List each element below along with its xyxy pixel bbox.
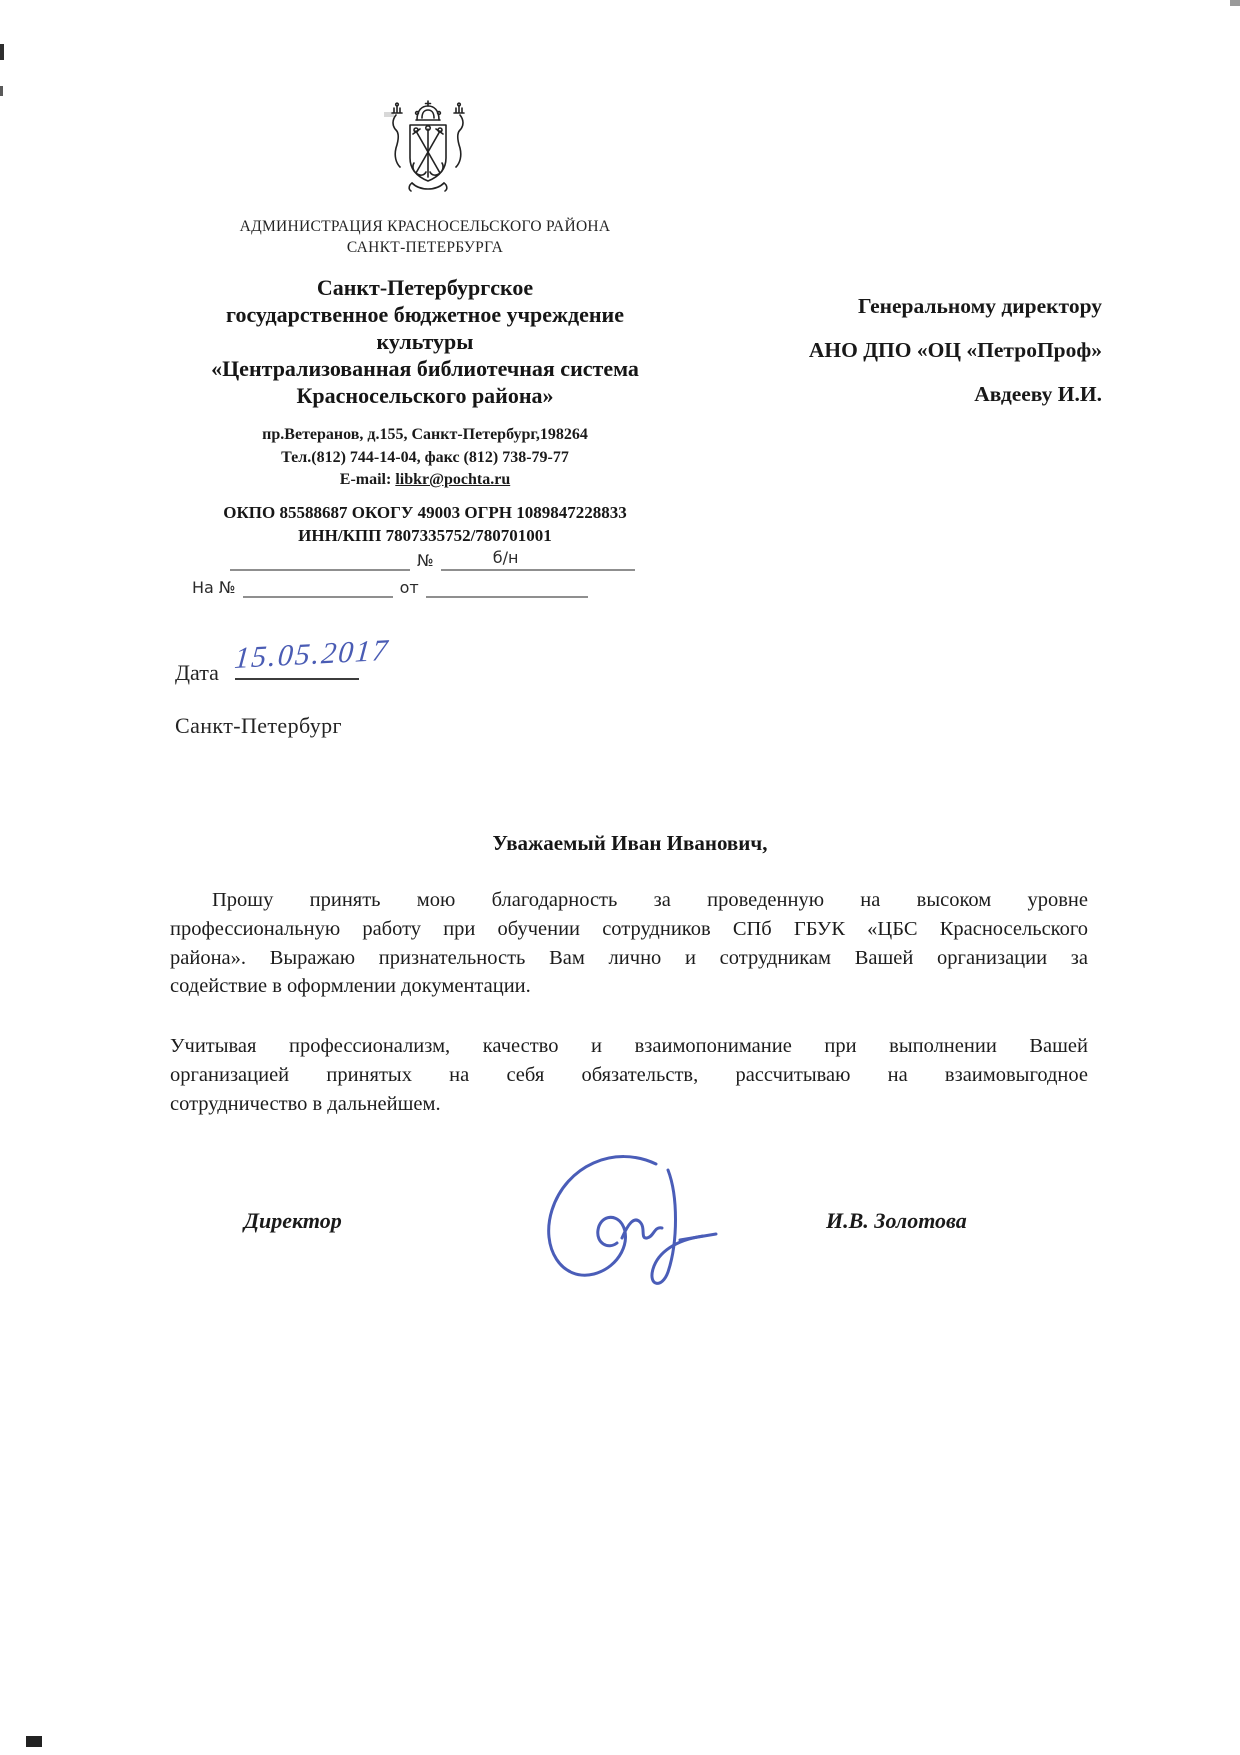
email-line bbox=[175, 469, 675, 492]
body-paragraph bbox=[170, 1032, 1088, 1118]
registry-codes-block bbox=[155, 501, 695, 547]
outgoing-number-row bbox=[192, 549, 644, 571]
email-label: E-mail: bbox=[339, 471, 392, 488]
handwritten-signature bbox=[518, 1140, 722, 1298]
scan-artifact bbox=[0, 86, 3, 96]
recipient-name: Авдееву И.И. bbox=[974, 382, 1102, 406]
signatory-name: И.В. Золотова bbox=[826, 1208, 967, 1233]
email-address: libkr@pochta.ru bbox=[395, 471, 511, 488]
organization-name-line: «Централизованная библиотечная система bbox=[211, 356, 639, 381]
body-text-line: района». Выражаю признательность Вам лично и сотрудникам Вашей организации за bbox=[170, 946, 1088, 969]
outgoing-number-line bbox=[441, 548, 635, 571]
body-text-line: сотрудничество в дальнейшем. bbox=[170, 1092, 441, 1115]
salutation: Уважаемый Иван Иванович, bbox=[492, 831, 768, 855]
body-text-line: Прошу принять мою благодарность за проведенную на высоком уровне bbox=[212, 889, 1088, 911]
date-underline bbox=[232, 633, 391, 680]
body-text-line: профессиональную работу при обучении сотрудников СПб ГБУК «ЦБС Красносельского bbox=[170, 917, 1088, 940]
date-label: Дата bbox=[175, 660, 219, 685]
okpo-ogrn-line: ОКПО 85588687 ОКОГУ 49003 ОГРН 1089847228833 bbox=[223, 503, 627, 522]
recipient-block bbox=[630, 284, 1102, 416]
date-line bbox=[175, 633, 391, 686]
coat-of-arms-emblem bbox=[382, 100, 474, 196]
incoming-date-label: от bbox=[399, 578, 419, 597]
authority-line: АДМИНИСТРАЦИЯ КРАСНОСЕЛЬСКОГО РАЙОНА bbox=[239, 218, 611, 235]
phone-fax-line: Тел.(812) 744-14-04, факс (812) 738-79-77 bbox=[281, 448, 569, 466]
body-text-line: организацией принятых на себя обязательств, рассчитываю на взаимовыгодное bbox=[170, 1063, 1088, 1086]
organization-name-line: Красносельского района» bbox=[296, 383, 554, 408]
organization-name-block bbox=[150, 274, 700, 409]
issuing-authority-block bbox=[175, 216, 675, 258]
contact-block bbox=[175, 424, 675, 492]
incoming-number-blank-line bbox=[243, 575, 393, 598]
incoming-number-row bbox=[192, 576, 644, 598]
organization-name-line: государственное бюджетное учреждение bbox=[226, 302, 624, 327]
authority-line: САНКТ-ПЕТЕРБУРГА bbox=[346, 239, 504, 256]
organization-name-line: Санкт-Петербургское bbox=[316, 275, 534, 300]
signatory-position: Директор bbox=[244, 1208, 342, 1233]
reference-number-block bbox=[192, 549, 644, 598]
scan-artifact bbox=[0, 44, 4, 60]
outgoing-number-blank-line bbox=[230, 548, 410, 571]
incoming-date-blank-line bbox=[426, 575, 588, 598]
scan-artifact bbox=[1230, 0, 1240, 6]
number-sign: № bbox=[417, 551, 434, 570]
city-line: Санкт-Петербург bbox=[175, 713, 342, 738]
body-paragraph bbox=[170, 886, 1088, 1001]
organization-name-line: культуры bbox=[376, 329, 474, 354]
inn-kpp-line: ИНН/КПП 7807335752/780701001 bbox=[298, 526, 552, 545]
incoming-number-label: На № bbox=[192, 578, 236, 597]
body-text-line: Учитывая профессионализм, качество и взаимопонимание при выполнении Вашей bbox=[170, 1035, 1088, 1057]
recipient-position: Генеральному директору bbox=[858, 294, 1102, 318]
scan-artifact bbox=[26, 1736, 42, 1747]
outgoing-number-value: б/н bbox=[492, 548, 519, 567]
recipient-organization: АНО ДПО «ОЦ «ПетроПроф» bbox=[808, 338, 1102, 362]
handwritten-date: 15.05.2017 bbox=[232, 633, 391, 675]
postal-address: пр.Ветеранов, д.155, Санкт-Петербург,198264 bbox=[262, 426, 588, 443]
body-text-line: содействие в оформлении документации. bbox=[170, 975, 531, 998]
